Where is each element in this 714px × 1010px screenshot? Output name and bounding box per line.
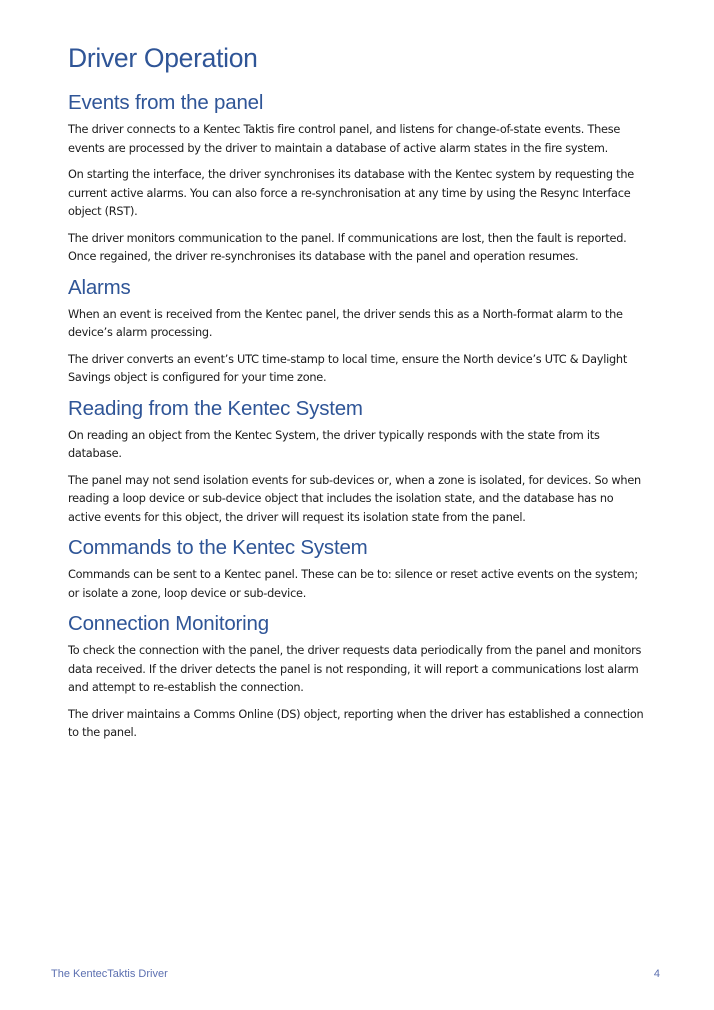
paragraph: The panel may not send isolation events for sub-devices or, when a zone is isolated, for devices. So when reading a loop device or sub-device object that includes the isolation state, and the database has no active events for this object, the driver will request its isolation state from the panel. <box>68 473 641 524</box>
page-title: Driver Operation <box>68 43 258 73</box>
paragraph: Commands can be sent to a Kentec panel. These can be to: silence or reset active events on the system; or isolate a zone, loop device or sub-device. <box>68 568 638 600</box>
section-heading: Connection Monitoring <box>68 612 269 635</box>
paragraph: To check the connection with the panel, the driver requests data periodically from the panel and monitors data received. If the driver detects the panel is not responding, it will report a communications lost alarm and attempt to re-establish the connection. <box>68 644 642 694</box>
footer-page-number: 4 <box>653 968 660 980</box>
section-alarms <box>68 275 646 388</box>
paragraph: The driver connects to a Kentec Taktis fire control panel, and listens for change-of-state events. These events are processed by the driver to maintain a database of active alarm states in the fire system. <box>68 123 621 155</box>
section-heading: Commands to the Kentec System <box>68 536 368 559</box>
section-heading: Reading from the Kentec System <box>68 396 363 420</box>
paragraph: When an event is received from the Kentec panel, the driver sends this as a North-format alarm to the device’s alarm processing. <box>68 307 623 339</box>
paragraph: The driver maintains a Comms Online (DS) object, reporting when the driver has established a connection to the panel. <box>68 707 644 739</box>
paragraph: The driver converts an event’s UTC time-stamp to local time, ensure the North device’s UTC & Daylight Savings object is configured for your time zone. <box>68 352 628 384</box>
section-commands-to-kentec <box>68 535 646 603</box>
section-heading: Alarms <box>68 275 131 299</box>
section-heading: Events from the panel <box>68 91 264 114</box>
paragraph: The driver monitors communication to the panel. If communications are lost, then the fault is reported. Once regained, the driver re-synchronises its database with the panel and operation resumes. <box>68 231 627 263</box>
footer-document-name: The KentecTaktis Driver <box>51 968 168 980</box>
section-reading-from-kentec <box>68 396 646 528</box>
section-connection-monitoring <box>68 611 646 743</box>
page-content <box>68 40 646 751</box>
section-events-from-panel <box>68 90 646 267</box>
paragraph: On reading an object from the Kentec System, the driver typically responds with the state from its database. <box>68 428 600 460</box>
paragraph: On starting the interface, the driver synchronises its database with the Kentec system by requesting the current active alarms. You can also force a re-synchronisation at any time by using the Resync Interface object (RST). <box>68 168 634 218</box>
